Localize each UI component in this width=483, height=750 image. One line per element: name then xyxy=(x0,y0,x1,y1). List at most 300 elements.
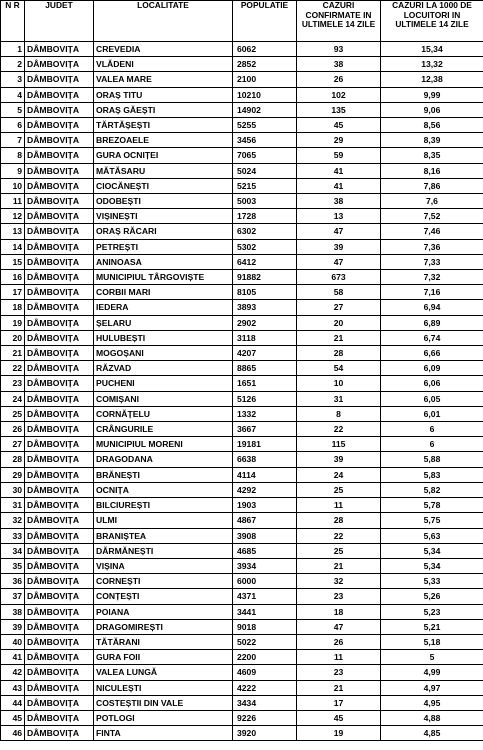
row-number: 10 xyxy=(1,178,25,193)
population-cell: 4207 xyxy=(233,346,297,361)
row-number: 38 xyxy=(1,604,25,619)
cases-cell: 39 xyxy=(297,452,381,467)
cases-cell: 41 xyxy=(297,178,381,193)
rate-per-1000-cell: 4,88 xyxy=(381,710,483,725)
rate-per-1000-cell: 5,23 xyxy=(381,604,483,619)
locality-cell: GURA OCNIȚEI xyxy=(94,148,233,163)
county-cell: DÂMBOVIȚA xyxy=(25,558,94,573)
cases-cell: 45 xyxy=(297,710,381,725)
rate-per-1000-cell: 8,16 xyxy=(381,163,483,178)
row-number: 20 xyxy=(1,330,25,345)
locality-cell: BRĂNEȘTI xyxy=(94,467,233,482)
locality-cell: IEDERA xyxy=(94,300,233,315)
cases-cell: 21 xyxy=(297,330,381,345)
population-cell: 4114 xyxy=(233,467,297,482)
population-cell: 2200 xyxy=(233,650,297,665)
row-number: 14 xyxy=(1,239,25,254)
population-cell: 6062 xyxy=(233,42,297,57)
table-row xyxy=(1,437,483,452)
population-cell: 5024 xyxy=(233,163,297,178)
table-row xyxy=(1,452,483,467)
table-row xyxy=(1,300,483,315)
row-number: 25 xyxy=(1,406,25,421)
cases-cell: 23 xyxy=(297,665,381,680)
population-cell: 4222 xyxy=(233,680,297,695)
row-number: 9 xyxy=(1,163,25,178)
population-cell: 1332 xyxy=(233,406,297,421)
row-number: 39 xyxy=(1,619,25,634)
row-number: 30 xyxy=(1,482,25,497)
table-row xyxy=(1,391,483,406)
row-number: 36 xyxy=(1,574,25,589)
table-row xyxy=(1,254,483,269)
locality-cell: ORAȘ GĂEȘTI xyxy=(94,102,233,117)
cases-cell: 22 xyxy=(297,422,381,437)
locality-cell: TĂRTĂȘEȘTI xyxy=(94,118,233,133)
row-number: 45 xyxy=(1,710,25,725)
row-number: 5 xyxy=(1,102,25,117)
county-cell: DÂMBOVIȚA xyxy=(25,680,94,695)
rate-per-1000-cell: 5,34 xyxy=(381,543,483,558)
rate-per-1000-cell: 6,06 xyxy=(381,376,483,391)
table-row xyxy=(1,361,483,376)
population-cell: 2852 xyxy=(233,57,297,72)
cases-cell: 18 xyxy=(297,604,381,619)
locality-cell: HULUBEȘTI xyxy=(94,330,233,345)
county-cell: DÂMBOVIȚA xyxy=(25,87,94,102)
locality-cell: MUNICIPIUL TÂRGOVIȘTE xyxy=(94,270,233,285)
cases-cell: 22 xyxy=(297,528,381,543)
cases-cell: 102 xyxy=(297,87,381,102)
county-cell: DÂMBOVIȚA xyxy=(25,695,94,710)
row-number: 8 xyxy=(1,148,25,163)
county-cell: DÂMBOVIȚA xyxy=(25,285,94,300)
rate-per-1000-cell: 13,32 xyxy=(381,57,483,72)
population-cell: 2902 xyxy=(233,315,297,330)
header-rate: CAZURI LA 1000 DE LOCUITORI IN ULTIMELE 14 ZILE xyxy=(381,1,483,42)
locality-cell: VIȘINEȘTI xyxy=(94,209,233,224)
county-cell: DÂMBOVIȚA xyxy=(25,726,94,741)
county-cell: DÂMBOVIȚA xyxy=(25,391,94,406)
row-number: 12 xyxy=(1,209,25,224)
county-cell: DÂMBOVIȚA xyxy=(25,330,94,345)
population-cell: 6412 xyxy=(233,254,297,269)
cases-cell: 115 xyxy=(297,437,381,452)
header-populatie: POPULATIE xyxy=(233,1,297,42)
row-number: 35 xyxy=(1,558,25,573)
table-row xyxy=(1,118,483,133)
county-cell: DÂMBOVIȚA xyxy=(25,239,94,254)
rate-per-1000-cell: 5,88 xyxy=(381,452,483,467)
table-row xyxy=(1,726,483,741)
population-cell: 4371 xyxy=(233,589,297,604)
locality-cell: PETREȘTI xyxy=(94,239,233,254)
locality-cell: NICULEȘTI xyxy=(94,680,233,695)
county-cell: DÂMBOVIȚA xyxy=(25,194,94,209)
rate-per-1000-cell: 6 xyxy=(381,437,483,452)
cases-cell: 47 xyxy=(297,254,381,269)
county-cell: DÂMBOVIȚA xyxy=(25,574,94,589)
county-cell: DÂMBOVIȚA xyxy=(25,665,94,680)
table-row xyxy=(1,695,483,710)
table-row xyxy=(1,178,483,193)
table-row xyxy=(1,498,483,513)
rate-per-1000-cell: 6,09 xyxy=(381,361,483,376)
population-cell: 5003 xyxy=(233,194,297,209)
county-cell: DÂMBOVIȚA xyxy=(25,315,94,330)
cases-cell: 38 xyxy=(297,194,381,209)
table-row xyxy=(1,270,483,285)
population-cell: 19181 xyxy=(233,437,297,452)
county-cell: DÂMBOVIȚA xyxy=(25,710,94,725)
population-cell: 3441 xyxy=(233,604,297,619)
cases-cell: 93 xyxy=(297,42,381,57)
locality-cell: CORNĂȚELU xyxy=(94,406,233,421)
table-row xyxy=(1,72,483,87)
locality-cell: CRÂNGURILE xyxy=(94,422,233,437)
table-row xyxy=(1,163,483,178)
header-localitate: LOCALITATE xyxy=(94,1,233,42)
table-row xyxy=(1,224,483,239)
row-number: 22 xyxy=(1,361,25,376)
cases-cell: 673 xyxy=(297,270,381,285)
table-row xyxy=(1,482,483,497)
rate-per-1000-cell: 4,97 xyxy=(381,680,483,695)
row-number: 34 xyxy=(1,543,25,558)
row-number: 19 xyxy=(1,315,25,330)
population-cell: 8865 xyxy=(233,361,297,376)
row-number: 42 xyxy=(1,665,25,680)
cases-cell: 38 xyxy=(297,57,381,72)
table-row xyxy=(1,239,483,254)
county-cell: DÂMBOVIȚA xyxy=(25,482,94,497)
table-row xyxy=(1,102,483,117)
row-number: 2 xyxy=(1,57,25,72)
rate-per-1000-cell: 12,38 xyxy=(381,72,483,87)
table-row xyxy=(1,42,483,57)
rate-per-1000-cell: 7,32 xyxy=(381,270,483,285)
cases-cell: 21 xyxy=(297,680,381,695)
rate-per-1000-cell: 7,46 xyxy=(381,224,483,239)
county-cell: DÂMBOVIȚA xyxy=(25,619,94,634)
cases-cell: 135 xyxy=(297,102,381,117)
cases-cell: 28 xyxy=(297,346,381,361)
cases-cell: 26 xyxy=(297,72,381,87)
cases-cell: 47 xyxy=(297,619,381,634)
population-cell: 6638 xyxy=(233,452,297,467)
table-row xyxy=(1,376,483,391)
population-cell: 14902 xyxy=(233,102,297,117)
rate-per-1000-cell: 6,01 xyxy=(381,406,483,421)
locality-cell: FINTA xyxy=(94,726,233,741)
county-cell: DÂMBOVIȚA xyxy=(25,102,94,117)
locality-cell: VALEA MARE xyxy=(94,72,233,87)
population-cell: 3434 xyxy=(233,695,297,710)
header-cazuri: CAZURI CONFIRMATE IN ULTIMELE 14 ZILE xyxy=(297,1,381,42)
county-cell: DÂMBOVIȚA xyxy=(25,437,94,452)
locality-cell: MOGOȘANI xyxy=(94,346,233,361)
table-row xyxy=(1,148,483,163)
rate-per-1000-cell: 15,34 xyxy=(381,42,483,57)
rate-per-1000-cell: 7,6 xyxy=(381,194,483,209)
locality-cell: ȘELARU xyxy=(94,315,233,330)
population-cell: 3920 xyxy=(233,726,297,741)
population-cell: 2100 xyxy=(233,72,297,87)
row-number: 28 xyxy=(1,452,25,467)
population-cell: 5022 xyxy=(233,634,297,649)
table-row xyxy=(1,665,483,680)
locality-cell: ODOBEȘTI xyxy=(94,194,233,209)
cases-cell: 54 xyxy=(297,361,381,376)
rate-per-1000-cell: 4,99 xyxy=(381,665,483,680)
locality-cell: COSTEȘTII DIN VALE xyxy=(94,695,233,710)
population-cell: 3934 xyxy=(233,558,297,573)
row-number: 43 xyxy=(1,680,25,695)
rate-per-1000-cell: 7,52 xyxy=(381,209,483,224)
table-row xyxy=(1,467,483,482)
table-row xyxy=(1,528,483,543)
county-cell: DÂMBOVIȚA xyxy=(25,57,94,72)
rate-per-1000-cell: 6,05 xyxy=(381,391,483,406)
population-cell: 3667 xyxy=(233,422,297,437)
table-row xyxy=(1,680,483,695)
row-number: 32 xyxy=(1,513,25,528)
locality-cell: GURA FOII xyxy=(94,650,233,665)
rate-per-1000-cell: 6,66 xyxy=(381,346,483,361)
table-row xyxy=(1,589,483,604)
population-cell: 8105 xyxy=(233,285,297,300)
county-cell: DÂMBOVIȚA xyxy=(25,42,94,57)
table-row xyxy=(1,513,483,528)
county-cell: DÂMBOVIȚA xyxy=(25,300,94,315)
rate-per-1000-cell: 5,21 xyxy=(381,619,483,634)
table-row xyxy=(1,650,483,665)
row-number: 23 xyxy=(1,376,25,391)
cases-cell: 29 xyxy=(297,133,381,148)
rate-per-1000-cell: 9,99 xyxy=(381,87,483,102)
locality-cell: ORAȘ RĂCARI xyxy=(94,224,233,239)
county-cell: DÂMBOVIȚA xyxy=(25,118,94,133)
cases-cell: 39 xyxy=(297,239,381,254)
county-cell: DÂMBOVIȚA xyxy=(25,650,94,665)
table-row xyxy=(1,406,483,421)
population-cell: 5215 xyxy=(233,178,297,193)
rate-per-1000-cell: 9,06 xyxy=(381,102,483,117)
county-cell: DÂMBOVIȚA xyxy=(25,209,94,224)
rate-per-1000-cell: 5,63 xyxy=(381,528,483,543)
population-cell: 3893 xyxy=(233,300,297,315)
table-row xyxy=(1,558,483,573)
row-number: 13 xyxy=(1,224,25,239)
population-cell: 4867 xyxy=(233,513,297,528)
locality-cell: CORBII MARI xyxy=(94,285,233,300)
county-cell: DÂMBOVIȚA xyxy=(25,361,94,376)
row-number: 16 xyxy=(1,270,25,285)
cases-cell: 23 xyxy=(297,589,381,604)
county-cell: DÂMBOVIȚA xyxy=(25,604,94,619)
locality-cell: CIOCĂNEȘTI xyxy=(94,178,233,193)
cases-cell: 41 xyxy=(297,163,381,178)
row-number: 37 xyxy=(1,589,25,604)
rate-per-1000-cell: 7,86 xyxy=(381,178,483,193)
county-cell: DÂMBOVIȚA xyxy=(25,543,94,558)
table-row xyxy=(1,194,483,209)
cases-cell: 21 xyxy=(297,558,381,573)
county-cell: DÂMBOVIȚA xyxy=(25,270,94,285)
table-body xyxy=(1,42,483,741)
cases-cell: 11 xyxy=(297,498,381,513)
row-number: 26 xyxy=(1,422,25,437)
population-cell: 4685 xyxy=(233,543,297,558)
row-number: 4 xyxy=(1,87,25,102)
county-cell: DÂMBOVIȚA xyxy=(25,254,94,269)
cases-cell: 26 xyxy=(297,634,381,649)
county-cell: DÂMBOVIȚA xyxy=(25,634,94,649)
rate-per-1000-cell: 8,56 xyxy=(381,118,483,133)
rate-per-1000-cell: 6,94 xyxy=(381,300,483,315)
locality-cell: CREVEDIA xyxy=(94,42,233,57)
county-cell: DÂMBOVIȚA xyxy=(25,528,94,543)
rate-per-1000-cell: 5,34 xyxy=(381,558,483,573)
table-row xyxy=(1,619,483,634)
county-cell: DÂMBOVIȚA xyxy=(25,589,94,604)
population-cell: 5255 xyxy=(233,118,297,133)
rate-per-1000-cell: 5,18 xyxy=(381,634,483,649)
row-number: 40 xyxy=(1,634,25,649)
cases-cell: 19 xyxy=(297,726,381,741)
locality-cell: ANINOASA xyxy=(94,254,233,269)
locality-cell: BILCIUREȘTI xyxy=(94,498,233,513)
table-row xyxy=(1,543,483,558)
locality-cell: VLĂDENI xyxy=(94,57,233,72)
cases-cell: 24 xyxy=(297,467,381,482)
population-cell: 5126 xyxy=(233,391,297,406)
row-number: 31 xyxy=(1,498,25,513)
population-cell: 4609 xyxy=(233,665,297,680)
locality-cell: CORNEȘTI xyxy=(94,574,233,589)
row-number: 29 xyxy=(1,467,25,482)
locality-cell: POTLOGI xyxy=(94,710,233,725)
cases-cell: 20 xyxy=(297,315,381,330)
rate-per-1000-cell: 7,36 xyxy=(381,239,483,254)
population-cell: 3456 xyxy=(233,133,297,148)
table-header-row xyxy=(1,1,483,42)
population-cell: 7065 xyxy=(233,148,297,163)
rate-per-1000-cell: 7,16 xyxy=(381,285,483,300)
cases-cell: 27 xyxy=(297,300,381,315)
rate-per-1000-cell: 5,75 xyxy=(381,513,483,528)
cases-cell: 28 xyxy=(297,513,381,528)
rate-per-1000-cell: 4,85 xyxy=(381,726,483,741)
population-cell: 1728 xyxy=(233,209,297,224)
row-number: 18 xyxy=(1,300,25,315)
locality-cell: DĂRMĂNEȘTI xyxy=(94,543,233,558)
cases-cell: 11 xyxy=(297,650,381,665)
locality-cell: VALEA LUNGĂ xyxy=(94,665,233,680)
cases-cell: 25 xyxy=(297,482,381,497)
county-cell: DÂMBOVIȚA xyxy=(25,133,94,148)
locality-cell: CONȚEȘTI xyxy=(94,589,233,604)
population-cell: 6302 xyxy=(233,224,297,239)
population-cell: 9018 xyxy=(233,619,297,634)
locality-cell: ORAȘ TITU xyxy=(94,87,233,102)
cases-cell: 31 xyxy=(297,391,381,406)
row-number: 7 xyxy=(1,133,25,148)
locality-cell: BREZOAELE xyxy=(94,133,233,148)
county-cell: DÂMBOVIȚA xyxy=(25,452,94,467)
cases-cell: 8 xyxy=(297,406,381,421)
row-number: 27 xyxy=(1,437,25,452)
population-cell: 1903 xyxy=(233,498,297,513)
locality-cell: DRAGODANA xyxy=(94,452,233,467)
row-number: 17 xyxy=(1,285,25,300)
row-number: 46 xyxy=(1,726,25,741)
cases-cell: 17 xyxy=(297,695,381,710)
table-row xyxy=(1,710,483,725)
cases-cell: 10 xyxy=(297,376,381,391)
county-cell: DÂMBOVIȚA xyxy=(25,163,94,178)
row-number: 3 xyxy=(1,72,25,87)
locality-cell: COMIȘANI xyxy=(94,391,233,406)
locality-cell: MĂTĂSARU xyxy=(94,163,233,178)
locality-cell: MUNICIPIUL MORENI xyxy=(94,437,233,452)
population-cell: 4292 xyxy=(233,482,297,497)
rate-per-1000-cell: 5,83 xyxy=(381,467,483,482)
rate-per-1000-cell: 6 xyxy=(381,422,483,437)
table-row xyxy=(1,57,483,72)
row-number: 15 xyxy=(1,254,25,269)
row-number: 41 xyxy=(1,650,25,665)
table-row xyxy=(1,330,483,345)
cases-cell: 58 xyxy=(297,285,381,300)
population-cell: 91882 xyxy=(233,270,297,285)
rate-per-1000-cell: 5,26 xyxy=(381,589,483,604)
county-cell: DÂMBOVIȚA xyxy=(25,467,94,482)
locality-cell: ULMI xyxy=(94,513,233,528)
row-number: 11 xyxy=(1,194,25,209)
row-number: 33 xyxy=(1,528,25,543)
header-judet: JUDET xyxy=(25,1,94,42)
rate-per-1000-cell: 6,89 xyxy=(381,315,483,330)
locality-cell: DRAGOMIREȘTI xyxy=(94,619,233,634)
rate-per-1000-cell: 7,33 xyxy=(381,254,483,269)
cases-cell: 32 xyxy=(297,574,381,589)
rate-per-1000-cell: 5,82 xyxy=(381,482,483,497)
county-cell: DÂMBOVIȚA xyxy=(25,178,94,193)
table-row xyxy=(1,422,483,437)
table-row xyxy=(1,87,483,102)
table-row xyxy=(1,315,483,330)
rate-per-1000-cell: 6,74 xyxy=(381,330,483,345)
table-row xyxy=(1,346,483,361)
cases-cell: 45 xyxy=(297,118,381,133)
row-number: 21 xyxy=(1,346,25,361)
population-cell: 6000 xyxy=(233,574,297,589)
population-cell: 5302 xyxy=(233,239,297,254)
county-cell: DÂMBOVIȚA xyxy=(25,346,94,361)
table-row xyxy=(1,133,483,148)
cases-cell: 25 xyxy=(297,543,381,558)
cases-cell: 47 xyxy=(297,224,381,239)
county-cell: DÂMBOVIȚA xyxy=(25,376,94,391)
rate-per-1000-cell: 4,95 xyxy=(381,695,483,710)
rate-per-1000-cell: 5 xyxy=(381,650,483,665)
table-row xyxy=(1,209,483,224)
population-cell: 9226 xyxy=(233,710,297,725)
locality-cell: RĂZVAD xyxy=(94,361,233,376)
table-row xyxy=(1,604,483,619)
row-number: 1 xyxy=(1,42,25,57)
